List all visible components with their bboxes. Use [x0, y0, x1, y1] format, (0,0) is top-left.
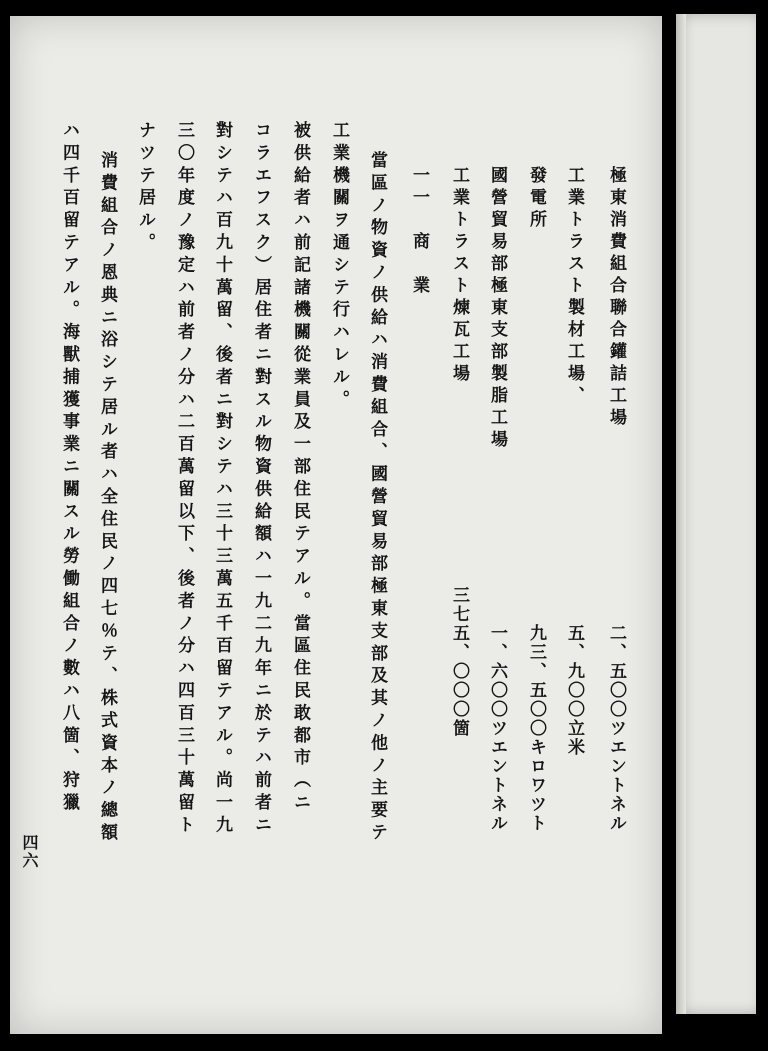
document-page: [10, 16, 662, 1034]
section-heading: 一一 商 業: [409, 166, 429, 298]
body-line: 被供給者ハ前記諸機關從業員及一部住民テアル。當區住民敢都市（ニ: [290, 121, 310, 816]
table-row-value: 三七五、〇〇〇箇: [449, 586, 469, 738]
table-row-name: 發電所: [526, 166, 546, 232]
adjacent-page: [676, 14, 756, 1014]
page-number: 四六: [20, 834, 39, 870]
body-line: コラエフスク）居住者ニ對スル物資供給額ハ一九二九年ニ於テハ前者ニ: [251, 121, 271, 838]
table-row-value: 九三、五〇〇キロワツト: [526, 624, 546, 833]
table-row-value: 五、九〇〇立米: [564, 624, 584, 757]
body-line: 工業機關ヲ通シテ行ハレル。: [329, 121, 349, 413]
body-line: ナツテ居ル。: [135, 121, 155, 256]
table-row-name: 工業トラスト製材工場、: [564, 166, 584, 408]
body-line: 當區ノ物資ノ供給ハ消費組合、國營貿易部極東支部及其ノ他ノ主要テ: [367, 151, 387, 846]
body-line: 消費組合ノ恩典ニ浴シテ居ル者ハ全住民ノ四七％テ、株式資本ノ總額: [97, 151, 117, 846]
table-row-value: 二、五〇〇ツエントネル: [606, 624, 626, 833]
body-line: 三〇年度ノ豫定ハ前者ノ分ハ二百萬留以下、後者ノ分ハ四百三十萬留ト: [174, 121, 194, 838]
table-row-value: 一、六〇〇ツエントネル: [487, 624, 507, 833]
page-gutter-shadow: [676, 14, 686, 1014]
table-row-name: 國營貿易部極東支部製脂工場: [487, 166, 507, 452]
table-row-name: 極東消費組合聯合鑵詰工場: [606, 166, 626, 430]
body-line: 對シテハ百九十萬留、後者ニ對シテハ三十三萬五千百留テアル。尚一九: [212, 121, 232, 838]
table-row-name: 工業トラスト煉瓦工場: [449, 166, 469, 386]
body-line: ハ四千百留テアル。海獸捕獲事業ニ關スル勞働組合ノ數ハ八箇、狩獵: [59, 121, 79, 816]
